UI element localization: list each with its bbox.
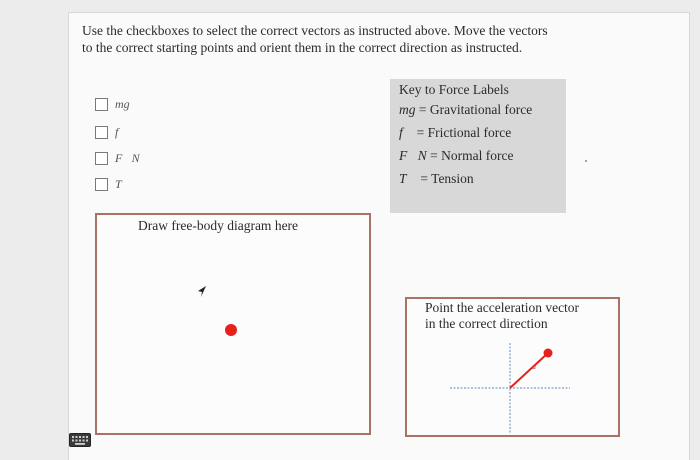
instructions-line-1: Use the checkboxes to select the correct vectors as instructed above. Move the vectors [82,23,548,38]
key-line-tension [399,171,474,187]
key-symbol-tension: T⃗ [399,171,418,186]
mouse-cursor-icon [197,285,209,299]
checkbox-label-friction: f⃗ [115,125,128,139]
keyboard-icon[interactable] [69,433,91,447]
checkbox-tension[interactable] [95,178,108,191]
checkbox-normal[interactable] [95,152,108,165]
checkbox-row-tension[interactable] [95,177,131,192]
checkbox-label-normal: F⃗N [115,151,140,165]
acceleration-axes [440,335,580,435]
key-line-mg [399,102,532,118]
object-point[interactable] [225,324,237,336]
stray-dot [585,160,587,162]
key-symbol-normal: F⃗N [399,148,427,163]
acceleration-title [425,300,615,332]
checkbox-row-normal[interactable] [95,151,140,166]
checkbox-label-mg: mg [115,97,130,111]
key-text-friction: = Frictional force [416,125,512,140]
key-text-tension: = Tension [420,171,474,186]
checkbox-friction[interactable] [95,126,108,139]
key-symbol-friction: f⃗ [399,125,414,140]
acceleration-vector[interactable] [510,353,548,388]
acceleration-vector-label: a [532,362,536,371]
checkbox-label-tension: T⃗ [115,177,132,191]
acceleration-title-line-2: in the correct direction [425,316,548,331]
key-symbol-mg: mg [399,102,416,117]
instructions-text [82,22,642,56]
instructions-line-2: to the correct starting points and orient them in the correct direction as instructed. [82,40,523,55]
checkbox-mg[interactable] [95,98,108,111]
key-text-normal: = Normal force [430,148,514,163]
acceleration-vector-handle[interactable] [544,349,553,358]
fbd-title: Draw free-body diagram here [138,218,299,233]
acceleration-title-line-1: Point the acceleration vector [425,300,580,315]
checkbox-row-friction[interactable] [95,125,128,140]
key-text-mg: = Gravitational force [418,102,533,117]
force-label-key [390,79,566,213]
checkbox-row-mg[interactable] [95,97,130,112]
key-line-normal [399,148,513,164]
key-title: Key to Force Labels [399,82,509,97]
key-line-friction [399,125,511,141]
